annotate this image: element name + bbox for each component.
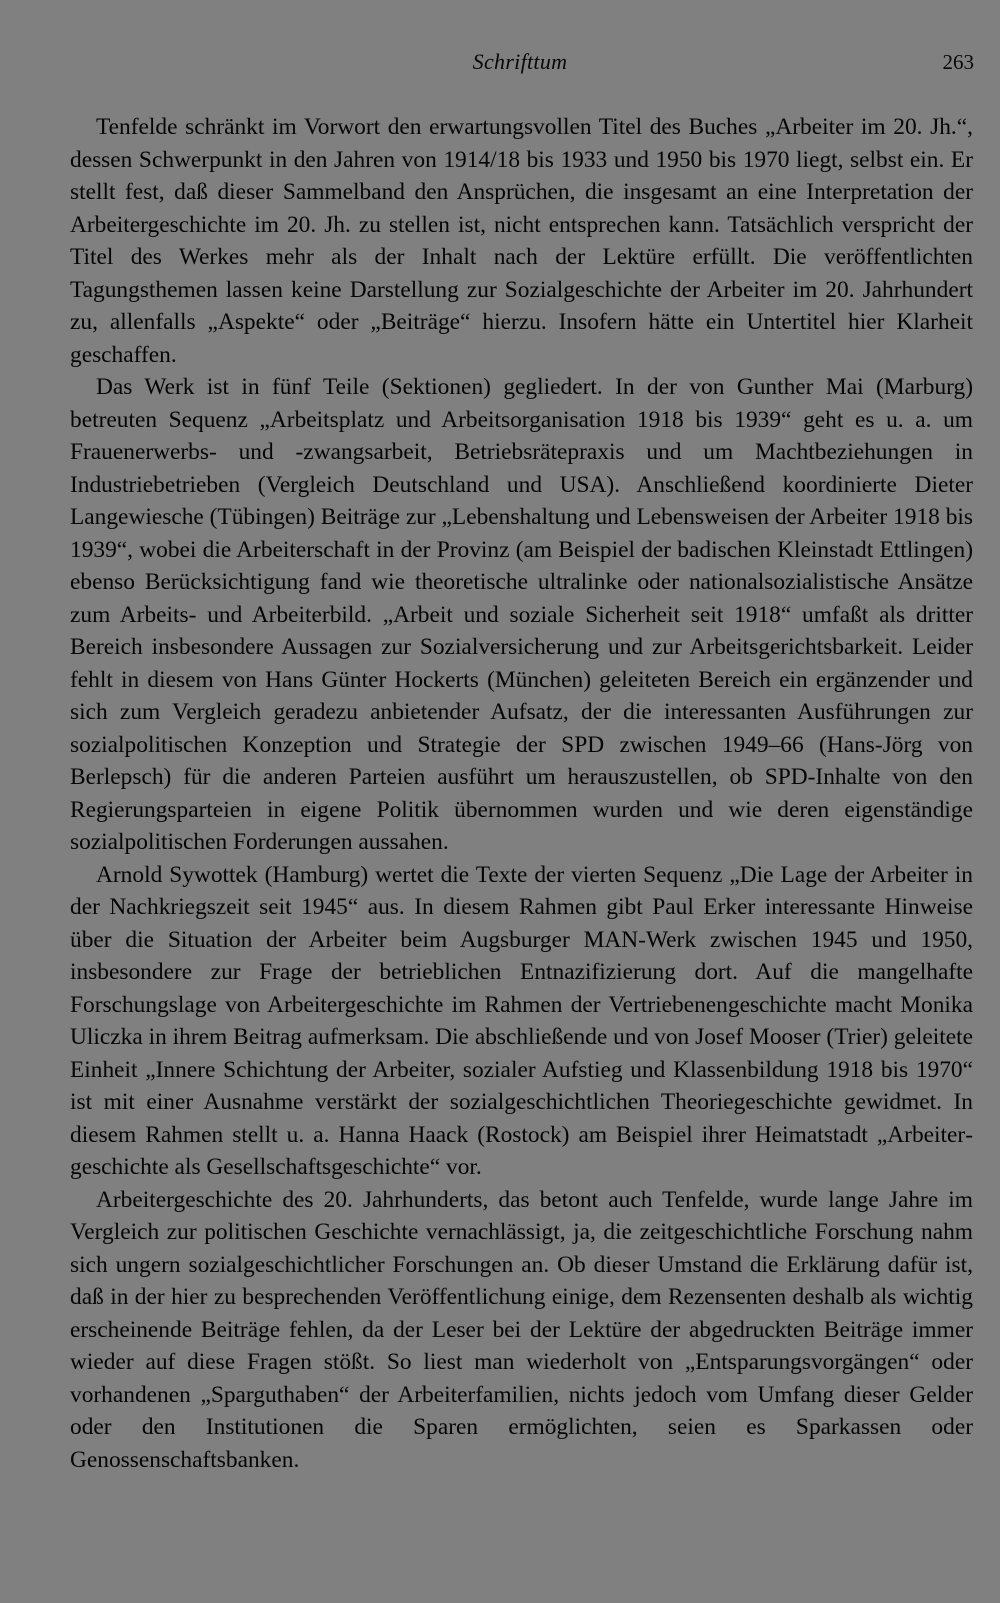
page-number: 263 [942, 50, 974, 74]
running-header [0, 49, 1000, 83]
paragraph-2: Das Werk ist in fünf Teile (Sektionen) gegliedert. In der von Gunther Mai (Marburg) betreuten Sequenz „Arbeitsplatz und Arbeitsorganisation 1918 bis 1939“ geht es u. a. um Frauenerwerbs- und -zwangsarbeit, Betriebsrätepraxis und um Machtbeziehungen in Industriebetrieben (Vergleich Deutschland und USA). Anschließend koordinierte Dieter Langewiesche (Tübingen) Beiträge zur „Lebenshaltung und Lebensweisen der Arbeiter 1918 bis 1939“, wobei die Arbeiterschaft in der Provinz (am Beispiel der badischen Kleinstadt Ettlingen) ebenso Berücksichtigung fand wie theoretische ultralinke oder nationalsozialistische Ansätze zum Arbeits- und Arbeiterbild. „Arbeit und soziale Sicherheit seit 1918“ umfaßt als dritter Bereich insbesondere Aussagen zur Sozialversicherung und zur Arbeitsgerichtsbarkeit. Leider fehlt in diesem von Hans Günter Hockerts (München) geleiteten Bereich ein ergänzender und sich zum Vergleich geradezu anbietender Aufsatz, der die interessanten Ausführungen zur sozialpolitischen Konzeption und Strategie der SPD zwischen 1949–66 (Hans-Jörg von Berlepsch) für die anderen Parteien ausführt um herauszustellen, ob SPD-Inhalte von den Regierungsparteien in eigene Politik übernommen wurden und wie deren eigenständige sozialpolitischen Forderungen aussahen. [70, 374, 973, 855]
paragraph-1: Tenfelde schränkt im Vorwort den erwartungsvollen Titel des Buches „Arbeiter im 20. Jh.“, dessen Schwerpunkt in den Jahren von 1914/18 bis 1933 und 1950 bis 1970 liegt, selbst ein. Er stellt fest, daß dieser Sammelband den Ansprüchen, die insgesamt an eine Interpretation der Arbeitergeschichte im 20. Jh. zu stellen ist, nicht entsprechen kann. Tatsächlich verspricht der Titel des Werkes mehr als der Inhalt nach der Lektüre erfüllt. Die veröffentlichten Tagungsthemen lassen keine Darstellung zur Sozialgeschichte der Arbeiter im 20. Jahrhundert zu, allenfalls „Aspekte“ oder „Beiträge“ hierzu. Insofern hätte ein Untertitel hier Klarheit geschaffen. [70, 114, 973, 368]
paragraph-4: Arbeitergeschichte des 20. Jahrhunderts, das betont auch Tenfelde, wurde lange Jahre im Vergleich zur politischen Geschichte vernachlässigt, ja, die zeitgeschichtliche Forschung nahm sich ungern sozialgeschichtlicher Forschungen an. Ob dieser Umstand die Erklärung dafür ist, daß in der hier zu besprechenden Veröffentlichung einige, dem Rezensenten deshalb als wichtig erscheinende Beiträge fehlen, da der Leser bei der Lektüre der abgedruckten Beiträge immer wieder auf diese Fragen stößt. So liest man wiederholt von „Entsparungsvorgängen“ oder vorhandenen „Sparguthaben“ der Arbeiterfamilien, nichts jedoch vom Umfang dieser Gelder oder den Institutionen die Sparen ermöglichten, seien es Sparkassen oder Genossenschaftsbanken. [70, 1186, 973, 1473]
section-title: Schrifttum [472, 49, 568, 74]
review-text [70, 111, 973, 1476]
paragraph-3: Arnold Sywottek (Hamburg) wertet die Texte der vierten Sequenz „Die Lage der Arbeiter in der Nachkriegszeit seit 1945“ aus. In diesem Rahmen gibt Paul Erker interessante Hinweise über die Situation der Arbeiter beim Augsburger MAN-Werk zwischen 1945 und 1950, insbesondere zur Frage der betrieblichen Entnazifizierung dort. Auf die mangelhafte Forschungslage von Arbeitergeschichte im Rahmen der Vertriebenengeschichte macht Monika Uliczka in ihrem Beitrag aufmerksam. Die abschließende und von Josef Mooser (Trier) geleitete Einheit „Innere Schichtung der Arbeiter, sozialer Aufstieg und Klassenbildung 1918 bis 1970“ ist mit einer Ausnahme verstärkt der sozialgeschichtlichen Theoriegeschichte gewidmet. In diesem Rahmen stellt u. a. Hanna Haack (Rostock) am Beispiel ihrer Heimatstadt „Arbeitergeschichte als Gesellschaftsgeschichte“ vor. [70, 861, 973, 1180]
